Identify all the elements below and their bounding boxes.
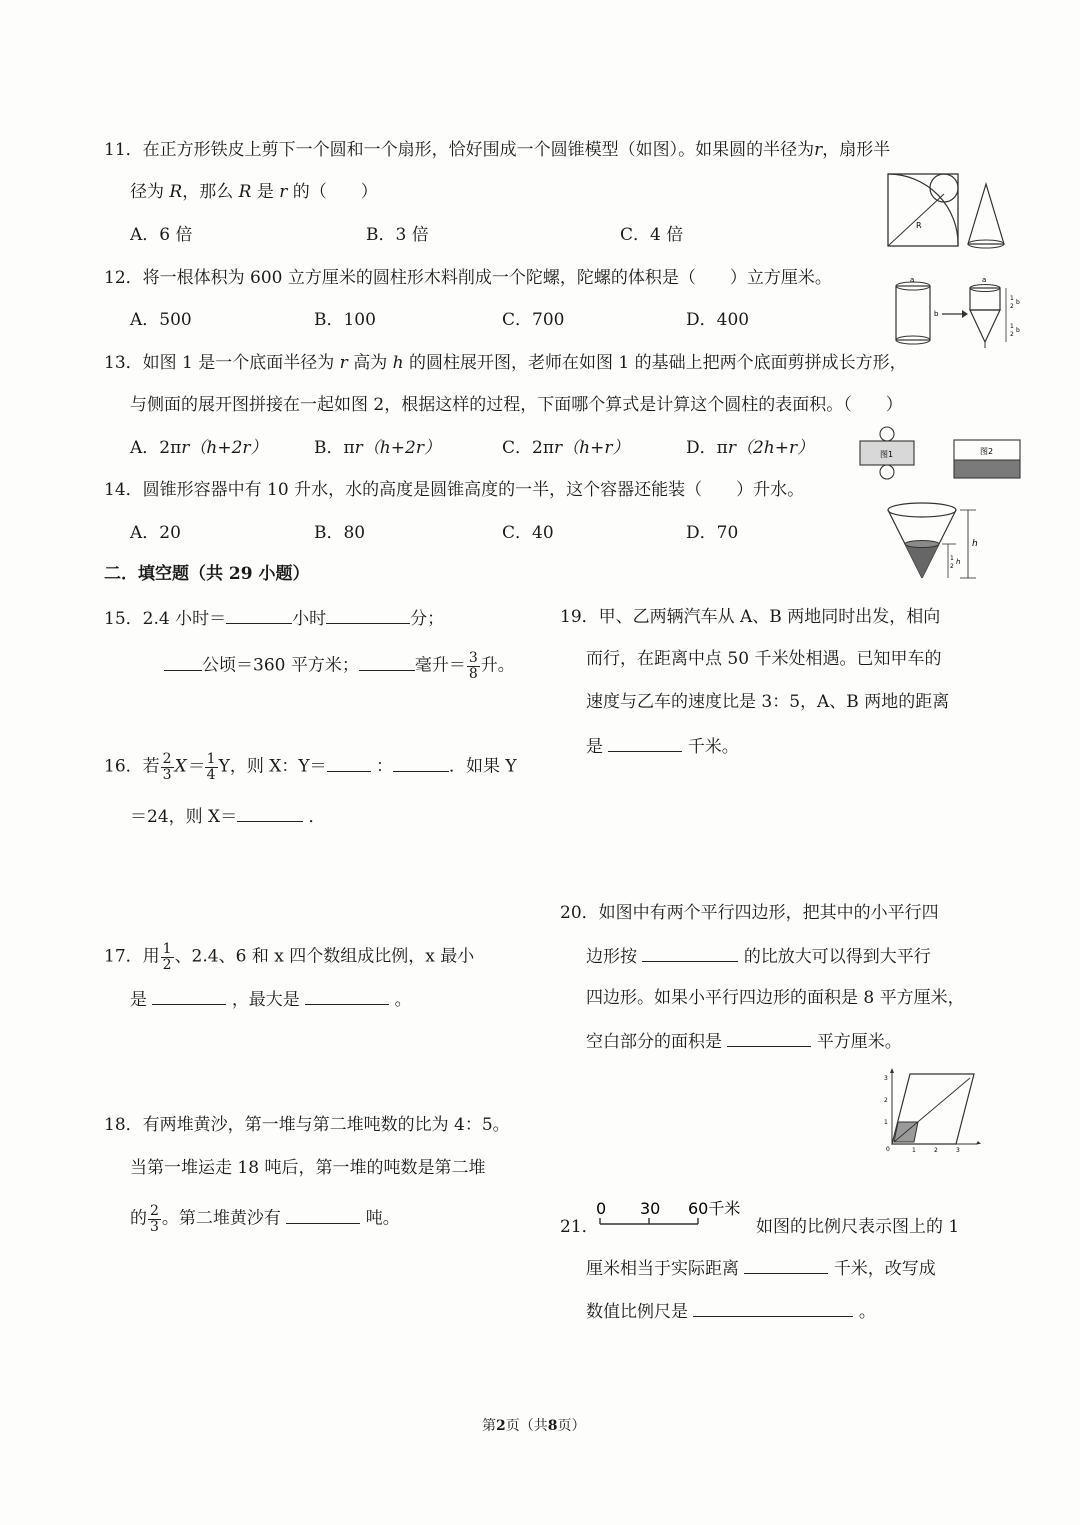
q20-fig-y2: 2 (884, 1097, 888, 1104)
q20-figure (882, 1066, 982, 1152)
q16-blank-xvalue[interactable] (237, 807, 303, 822)
q15-line1 (104, 609, 444, 628)
section-fill-in-title: 二．填空题（共 29 小题） (104, 564, 310, 584)
q20-line1: 20．如图中有两个平行四边形，把其中的小平行四 (560, 903, 939, 923)
q11-line1-text: 11．在正方形铁皮上剪下一个圆和一个扇形，恰好围成一个圆锥模型（如图）。如果圆的半径为 (104, 140, 815, 160)
q21-number: 21． (560, 1217, 599, 1237)
q21-line1: 如图的比例尺表示图上的 1 (756, 1217, 960, 1237)
q16-f: ． (308, 807, 326, 827)
q14-fig-h: h (972, 539, 978, 549)
q17-frac-num: 1 (162, 941, 172, 957)
q16-b: X＝ (174, 756, 204, 777)
q12-option-b: B．100 (314, 310, 376, 330)
q17-frac (161, 942, 174, 972)
q13-option-b (314, 440, 441, 457)
q18-a: 的 (130, 1208, 147, 1229)
q17-c: 是 (130, 990, 147, 1010)
q21-scale-bar (592, 1196, 752, 1236)
q15-d: 公顷＝360 平方米； (202, 655, 359, 676)
q21-scale-30: 30 (640, 1199, 661, 1218)
footer-b: 页（共 (505, 1418, 548, 1434)
q15-b: 小时 (292, 609, 327, 629)
q15-e: 毫升＝ (414, 655, 466, 676)
q20-line2a: 边形按 (586, 947, 637, 967)
q21-scale-0: 0 (596, 1199, 607, 1218)
q21-line3b: 。 (858, 1302, 876, 1322)
q13-c-paren: （h+r） (562, 438, 630, 458)
q13-a-paren: （h+2r） (189, 438, 268, 458)
q13-d-paren: （2h+r） (735, 438, 815, 458)
q21-line2 (586, 1259, 936, 1278)
q19-line3: 速度与乙车的速度比是 3：5，A、B 两地的距离 (586, 692, 950, 712)
q11-line2a: 径为 (130, 182, 164, 202)
q21-blank-scale[interactable] (693, 1302, 853, 1317)
q12-option-d: D．400 (686, 310, 750, 330)
q18-line3 (130, 1204, 400, 1234)
q17-blank-max[interactable] (305, 990, 389, 1005)
q13-option-c (502, 440, 629, 457)
q12-fig-a1: a (910, 276, 915, 284)
q11-option-b: B．3 倍 (366, 225, 429, 245)
q14-fig-half-h: h (956, 558, 961, 566)
q21-line2b: 千米，改写成 (833, 1259, 936, 1279)
q12-text: 12．将一根体积为 600 立方厘米的圆柱形木料削成一个陀螺，陀螺的体积是（ ）立方厘米。 (104, 268, 832, 288)
q14-fig-half-num: 1 (950, 555, 954, 562)
q12-fig-half1-den: 2 (1010, 303, 1014, 310)
q16-blank-x[interactable] (327, 757, 371, 772)
q19-line4a: 是 (586, 737, 603, 757)
q18-frac (148, 1204, 161, 1234)
q17-blank-min[interactable] (152, 990, 226, 1005)
q15-blank-minutes[interactable] (326, 609, 410, 624)
q12-option-c: C．700 (502, 310, 565, 330)
q16-c: Y，则 X：Y＝ (218, 756, 327, 777)
q14-figure (886, 500, 986, 582)
q14-fig-half-den: 2 (950, 563, 954, 570)
q21-line3a: 数值比例尺是 (586, 1302, 688, 1322)
q13-line2: 与侧面的展开图拼接在一起如图 2，根据这样的过程，下面哪个算式是计算这个圆柱的表面积。（ ） (130, 395, 903, 415)
q14-text: 14．圆锥形容器中有 10 升水，水的高度是圆锥高度的一半，这个容器还能装（ ）升水。 (104, 480, 805, 500)
q13-line1a: 13．如图 1 是一个底面半径为 (104, 353, 335, 373)
q21-scale-60: 60千米 (688, 1199, 741, 1218)
q14-option-c: C．40 (502, 523, 554, 543)
q13-figure (856, 426, 1026, 482)
q17-line2 (130, 990, 412, 1009)
q13-line1c: 的圆柱展开图，老师在如图 1 的基础上把两个底面剪拼成长方形， (408, 353, 907, 373)
q21-blank-km[interactable] (744, 1259, 828, 1274)
q15-frac-den: 8 (468, 665, 478, 682)
q13-b-paren: （h+2r） (362, 438, 441, 458)
q21-line3 (586, 1302, 876, 1321)
q16-frac2-num: 1 (206, 751, 216, 767)
q20-line3: 四边形。如果小平行四边形的面积是 8 平方厘米， (586, 988, 965, 1008)
footer-c: 页） (557, 1418, 586, 1434)
q13-a-var: r (181, 438, 190, 458)
q16-line1 (104, 752, 517, 782)
q20-fig-x2: 2 (934, 1147, 938, 1154)
q20-line4 (586, 1032, 902, 1051)
q19-line2: 而行，在距离中点 50 千米处相遇。已知甲车的 (586, 649, 942, 669)
q11-var-R1: R (169, 182, 183, 202)
q20-fig-y1: 1 (884, 1119, 888, 1126)
q15-f: 升。 (480, 655, 515, 676)
q13-c-prefix: C．2π (502, 438, 554, 458)
footer-total: 8 (547, 1418, 558, 1434)
q13-d-prefix: D．π (686, 438, 728, 458)
q19-line1: 19．甲、乙两辆汽车从 A、B 两地同时出发，相向 (560, 607, 941, 627)
q13-var-h: h (392, 353, 404, 373)
q11-option-a: A．6 倍 (130, 225, 193, 245)
q15-blank-hours[interactable] (226, 609, 292, 624)
q13-a-prefix: A．2π (130, 438, 182, 458)
q11-var-r: r (814, 140, 823, 160)
q15-blank-hectare[interactable] (164, 656, 202, 671)
q18-blank-tons[interactable] (286, 1209, 360, 1224)
q15-a: 15．2.4 小时＝ (104, 609, 227, 629)
q12-figure (890, 276, 1030, 351)
q12-fig-half2-num: 1 (1010, 323, 1014, 330)
q17-line1 (104, 942, 474, 972)
q13-option-d (686, 440, 814, 457)
q14-option-d: D．70 (686, 523, 739, 543)
q11-line1 (104, 142, 890, 159)
q13-fig1-label: 图1 (880, 450, 894, 459)
q13-option-a (130, 440, 268, 457)
footer-a: 第 (482, 1418, 496, 1434)
q14-option-a: A．20 (130, 523, 181, 543)
q12-fig-half2-b: b (1016, 327, 1020, 334)
q11-var-R2: R (238, 182, 252, 202)
q16-frac2 (205, 752, 218, 782)
q12-fig-half1-num: 1 (1010, 295, 1014, 302)
q16-frac1-num: 2 (162, 751, 172, 767)
q19-line4b: 千米。 (687, 737, 739, 757)
q16-d: ．如果 Y (448, 756, 517, 777)
q13-fig2-label: 图2 (980, 447, 994, 456)
q20-fig-x1: 1 (912, 1147, 916, 1154)
q13-var-r: r (339, 353, 348, 373)
q20-line4b: 平方厘米。 (816, 1032, 902, 1052)
q15-blank-ml[interactable] (359, 656, 415, 671)
q20-line4a: 空白部分的面积是 (586, 1032, 722, 1052)
q20-line2 (586, 947, 931, 966)
q16-e: ＝24，则 X＝ (130, 807, 238, 827)
q12-fig-a2: a (982, 276, 987, 284)
q11-line2c: 是 (256, 182, 274, 202)
q13-b-var: r (354, 438, 363, 458)
q13-line1b: 高为 (353, 353, 388, 373)
q13-d-var: r (727, 438, 736, 458)
page-footer (482, 1419, 586, 1433)
q13-line1 (104, 355, 907, 372)
q12-option-a: A．500 (130, 310, 192, 330)
q11-fig-R: R (916, 221, 922, 230)
q16-frac1 (161, 752, 174, 782)
q11-line1-end: ，扇形半 (822, 140, 891, 160)
q15-line2 (164, 651, 515, 681)
q18-c: 吨。 (365, 1208, 400, 1229)
q12-fig-b: b (934, 310, 939, 318)
q20-blank-area[interactable] (727, 1032, 811, 1047)
q16-a: 16．若 (104, 756, 160, 777)
q17-e: ，最大是 (231, 990, 300, 1010)
q18-line2: 当第一堆运走 18 吨后，第一堆的吨数是第二堆 (130, 1158, 486, 1178)
q20-fig-y3: 3 (884, 1075, 888, 1082)
q17-frac-den: 2 (162, 956, 172, 973)
q12-fig-half2-den: 2 (1010, 331, 1014, 338)
q15-frac-num: 3 (468, 650, 478, 666)
q11-figure (886, 170, 1011, 250)
q19-line4 (586, 737, 739, 756)
q11-option-c: C．4 倍 (620, 225, 684, 245)
q16-line2 (130, 807, 326, 826)
q16-colon: ： (375, 756, 393, 777)
q15-c: 分； (410, 609, 445, 629)
q14-option-b: B．80 (314, 523, 366, 543)
q13-b-prefix: B．π (314, 438, 355, 458)
q20-blank-ratio[interactable] (642, 947, 738, 962)
q17-b: 、2.4、6 和 x 四个数组成比例，x 最小 (174, 946, 475, 967)
q20-fig-x3: 3 (956, 1147, 960, 1154)
q15-fraction (467, 651, 480, 681)
q16-blank-y[interactable] (393, 757, 449, 772)
q11-var-r2: r (279, 182, 288, 202)
q19-blank-distance[interactable] (608, 737, 682, 752)
q16-frac2-den: 4 (206, 766, 216, 783)
q13-c-var: r (554, 438, 563, 458)
q11-line2d: 的（ ） (292, 182, 378, 202)
q20-line2b: 的比放大可以得到大平行 (743, 947, 931, 967)
q11-line2 (130, 184, 378, 201)
q17-a: 17．用 (104, 946, 160, 967)
q21-line2a: 厘米相当于实际距离 (586, 1259, 739, 1279)
q16-frac1-den: 3 (162, 766, 172, 783)
q17-f: 。 (394, 990, 412, 1010)
q18-frac-den: 3 (150, 1218, 159, 1235)
q12-fig-half1-b: b (1016, 299, 1020, 306)
q18-b: 。第二堆黄沙有 (161, 1208, 281, 1229)
q11-line2b: ，那么 (182, 182, 234, 202)
q18-frac-num: 2 (150, 1203, 159, 1219)
q20-fig-o: 0 (886, 1146, 890, 1153)
q18-line1: 18．有两堆黄沙，第一堆与第二堆吨数的比为 4：5。 (104, 1115, 510, 1135)
footer-page: 2 (496, 1418, 506, 1434)
